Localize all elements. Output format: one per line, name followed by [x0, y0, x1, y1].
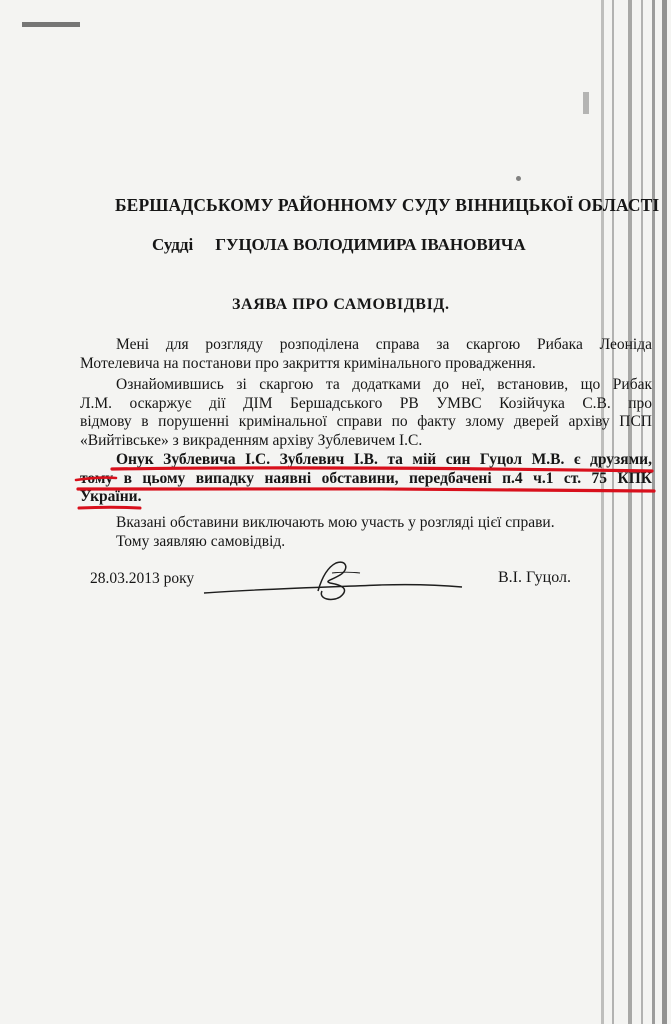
court-name: БЕРШАДСЬКОМУ РАЙОННОМУ СУДУ ВІННИЦЬКОЇ ОБЛАСТІ	[115, 195, 660, 215]
paragraph-1-line-2: Мотелевича на постанови про закриття кримінального провадження.	[80, 354, 536, 372]
judge-label: Судді	[152, 235, 194, 254]
paragraph-5	[80, 533, 652, 552]
paragraph-3-line-2: тому в цьому випадку наявні обставини, передбачені п.4 ч.1 ст. 75 КПК	[80, 469, 652, 487]
paragraph-4	[80, 514, 652, 533]
paragraph-3-line-3: України.	[80, 488, 142, 505]
judge-name: ГУЦОЛА ВОЛОДИМИРА ІВАНОВИЧА	[215, 235, 526, 254]
paragraph-2-line-1: Ознайомившись зі скаргою та додатками до неї, встановив, що Рибак	[116, 376, 652, 393]
paragraph-2-line-3: відмову в порушенні кримінальної справи по факту злому дверей архіву ПСП	[80, 413, 652, 430]
paragraph-3-line-1: Онук Зублевича І.С. Зублевич І.В. та мій син Гуцол М.В. є друзями,	[116, 451, 652, 468]
paragraph-2-line-4: «Вийтівське» з викраденням архіву Зублевичем І.С.	[80, 431, 423, 449]
handwritten-signature	[200, 555, 480, 605]
paragraph-4-text: Вказані обставини виключають мою участь у розгляді цієї справи.	[116, 514, 555, 531]
paragraph-1-line-1: Мені для розгляду розподілена справа за скаргою Рибака Леоніда	[116, 336, 652, 353]
signer-name: В.І. Гуцол.	[498, 569, 571, 586]
document-title: ЗАЯВА ПРО САМОВІДВІД.	[232, 296, 450, 313]
document-date: 28.03.2013 року	[90, 570, 195, 587]
paragraph-2-line-2: Л.М. оскаржує дії ДІМ Бершадського РВ УМВС Козійчука С.В. про	[80, 394, 652, 412]
paragraph-5-text: Тому заявляю самовідвід.	[116, 533, 286, 550]
